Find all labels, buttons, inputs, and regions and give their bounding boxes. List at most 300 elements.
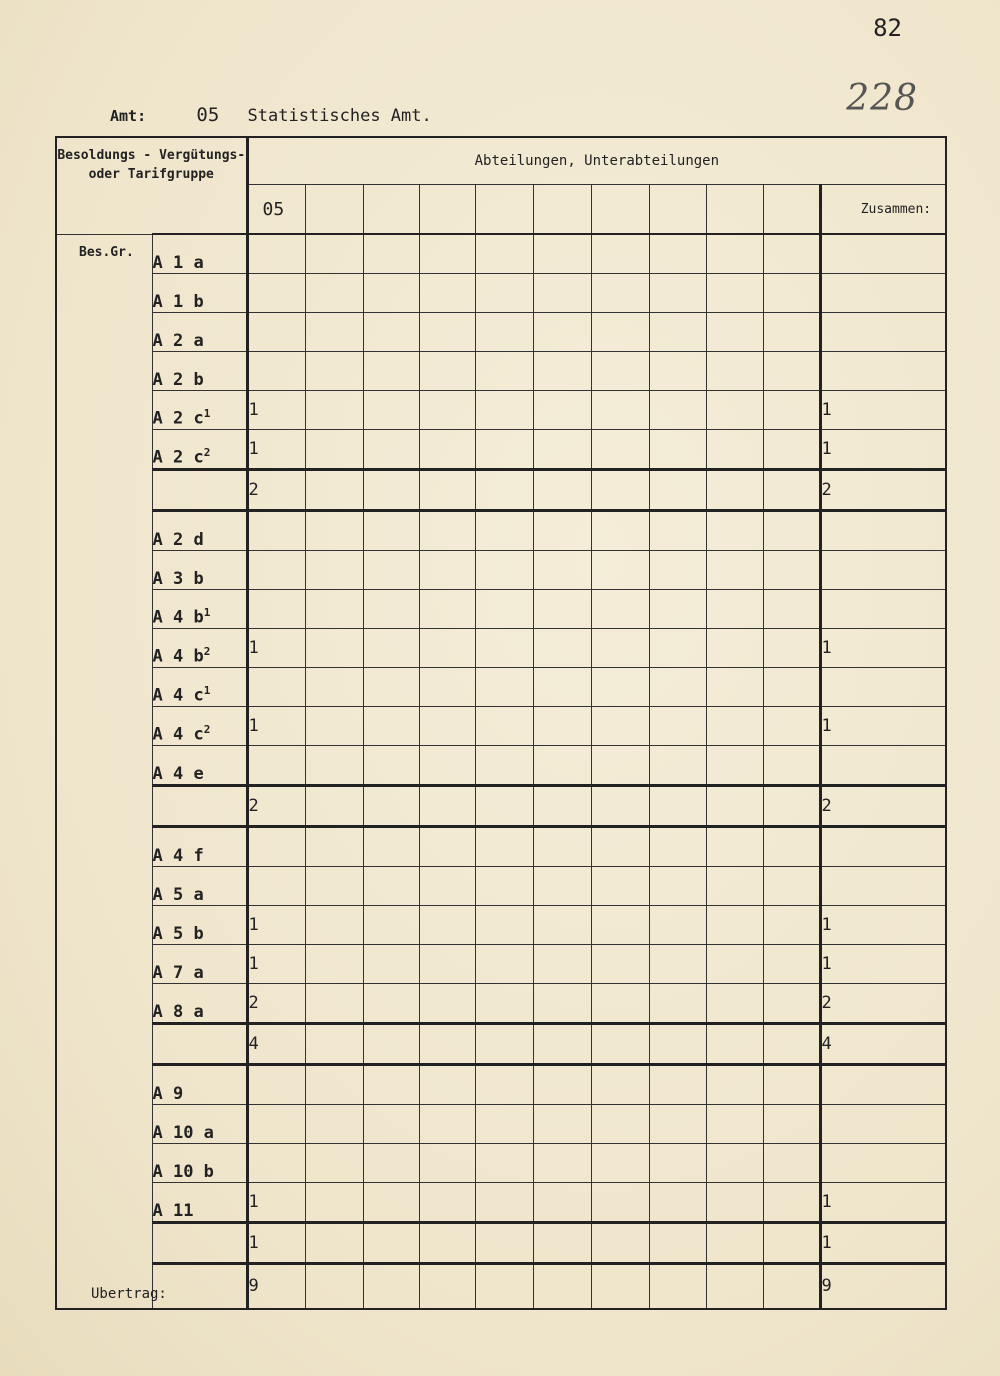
value-05 [247, 313, 305, 352]
value-05 [247, 234, 305, 274]
value-empty [363, 274, 419, 313]
value-empty [363, 827, 419, 867]
value-empty [706, 867, 763, 906]
row-prefix-cell [56, 470, 152, 511]
amt-label: Amt: [110, 107, 147, 125]
header-col-empty [649, 185, 706, 235]
value-empty [763, 867, 820, 906]
value-empty [305, 234, 363, 274]
value-total [820, 827, 946, 867]
value-empty [763, 1264, 820, 1309]
value-05: 9 [247, 1264, 305, 1309]
value-empty [706, 352, 763, 391]
value-empty [533, 313, 591, 352]
value-empty [706, 1183, 763, 1223]
table-row [56, 668, 946, 707]
group-label: A 2 d [152, 511, 247, 551]
value-05: 1 [247, 1223, 305, 1264]
value-empty [419, 786, 475, 827]
value-empty [763, 827, 820, 867]
header-left: Besoldungs - Vergütungs-oder Tarifgruppe [56, 137, 247, 234]
row-prefix-cell [56, 590, 152, 629]
value-empty [305, 1065, 363, 1105]
header-col-empty [419, 185, 475, 235]
value-empty [363, 786, 419, 827]
value-empty [649, 827, 706, 867]
value-05: 1 [247, 707, 305, 746]
table-row [56, 511, 946, 551]
value-empty [591, 1183, 649, 1223]
group-label: A 1 b [152, 274, 247, 313]
table-row [56, 827, 946, 867]
value-empty [706, 668, 763, 707]
value-empty [363, 470, 419, 511]
table-row [56, 906, 946, 945]
table-row [56, 707, 946, 746]
value-empty [763, 352, 820, 391]
value-05 [247, 551, 305, 590]
group-label: A 4 f [152, 827, 247, 867]
value-empty [706, 1264, 763, 1309]
value-empty [305, 707, 363, 746]
value-empty [475, 668, 533, 707]
value-05: 4 [247, 1024, 305, 1065]
group-label: A 2 $c^2$ [152, 430, 247, 470]
value-empty [305, 867, 363, 906]
row-prefix-cell [56, 511, 152, 551]
group-label: A 4 $c^1$ [152, 668, 247, 707]
row-prefix-cell [56, 1105, 152, 1144]
table-row [56, 352, 946, 391]
value-empty [591, 470, 649, 511]
value-total [820, 551, 946, 590]
row-prefix-cell [56, 234, 152, 274]
group-label: A 2 $c^1$ [152, 391, 247, 430]
value-empty [706, 470, 763, 511]
value-empty [419, 906, 475, 945]
value-empty [533, 391, 591, 430]
group-label: A 10 a [152, 1105, 247, 1144]
value-empty [763, 274, 820, 313]
row-prefix-cell [56, 1144, 152, 1183]
value-empty [419, 274, 475, 313]
value-empty [533, 1223, 591, 1264]
value-empty [763, 313, 820, 352]
value-empty [649, 1264, 706, 1309]
value-empty [591, 511, 649, 551]
value-05 [247, 1144, 305, 1183]
value-empty [363, 1223, 419, 1264]
value-empty [649, 470, 706, 511]
value-05: 1 [247, 1183, 305, 1223]
value-empty [591, 746, 649, 786]
value-empty [305, 629, 363, 668]
group-label [152, 1024, 247, 1065]
value-empty [706, 1223, 763, 1264]
header-col-empty [475, 185, 533, 235]
value-empty [419, 313, 475, 352]
value-05: 2 [247, 984, 305, 1024]
table-body [56, 234, 946, 1309]
value-total [820, 234, 946, 274]
value-empty [305, 1223, 363, 1264]
value-empty [305, 1105, 363, 1144]
value-empty [533, 551, 591, 590]
value-empty [706, 827, 763, 867]
value-empty [591, 1024, 649, 1065]
table-row [56, 1144, 946, 1183]
table-row [56, 234, 946, 274]
value-empty [533, 1105, 591, 1144]
value-empty [419, 1223, 475, 1264]
value-empty [649, 1024, 706, 1065]
value-05 [247, 867, 305, 906]
group-superscript: 2 [203, 446, 211, 460]
value-empty [419, 352, 475, 391]
value-empty [533, 945, 591, 984]
value-empty [363, 352, 419, 391]
value-empty [591, 786, 649, 827]
table-row [56, 551, 946, 590]
value-total: 2 [820, 470, 946, 511]
value-empty [591, 945, 649, 984]
header-col-empty [363, 185, 419, 235]
value-05 [247, 827, 305, 867]
value-empty [706, 984, 763, 1024]
value-empty [305, 906, 363, 945]
value-empty [363, 867, 419, 906]
value-total: 9 [820, 1264, 946, 1309]
value-empty [533, 430, 591, 470]
value-total [820, 352, 946, 391]
value-empty [533, 1024, 591, 1065]
table-row [56, 470, 946, 511]
value-empty [305, 945, 363, 984]
value-total [820, 590, 946, 629]
row-prefix-cell [56, 391, 152, 430]
value-empty [475, 1264, 533, 1309]
value-empty [649, 1144, 706, 1183]
row-prefix-cell [56, 352, 152, 391]
header-col-05: 05 [247, 185, 305, 235]
value-empty [305, 1183, 363, 1223]
value-empty [591, 1105, 649, 1144]
value-empty [649, 668, 706, 707]
value-empty [763, 234, 820, 274]
table-row [56, 313, 946, 352]
value-empty [763, 430, 820, 470]
value-empty [419, 629, 475, 668]
value-empty [649, 1183, 706, 1223]
amt-number: 05 [196, 104, 220, 126]
group-label: A 2 b [152, 352, 247, 391]
value-empty [533, 906, 591, 945]
group-label: A 5 a [152, 867, 247, 906]
value-empty [419, 668, 475, 707]
value-empty [475, 1183, 533, 1223]
value-empty [305, 352, 363, 391]
value-empty [763, 1223, 820, 1264]
value-empty [419, 590, 475, 629]
value-05: 1 [247, 629, 305, 668]
value-empty [763, 551, 820, 590]
value-empty [649, 906, 706, 945]
value-empty [763, 746, 820, 786]
value-empty [419, 1264, 475, 1309]
value-empty [763, 1024, 820, 1065]
value-05 [247, 1065, 305, 1105]
value-empty [706, 430, 763, 470]
table-row [56, 984, 946, 1024]
table-row [56, 1065, 946, 1105]
value-empty [763, 945, 820, 984]
value-empty [763, 668, 820, 707]
row-prefix-cell [56, 313, 152, 352]
value-empty [305, 668, 363, 707]
group-label: A 4 e [152, 746, 247, 786]
value-empty [363, 430, 419, 470]
value-empty [475, 786, 533, 827]
row-prefix-cell [56, 1223, 152, 1264]
row-prefix-cell [56, 786, 152, 827]
value-empty [363, 906, 419, 945]
value-total [820, 274, 946, 313]
group-label [152, 470, 247, 511]
value-empty [419, 746, 475, 786]
value-empty [649, 629, 706, 668]
header-col-empty [763, 185, 820, 235]
value-total [820, 1144, 946, 1183]
value-empty [591, 984, 649, 1024]
value-empty [363, 707, 419, 746]
value-empty [363, 551, 419, 590]
value-empty [475, 234, 533, 274]
value-empty [533, 629, 591, 668]
value-total [820, 867, 946, 906]
row-prefix-cell [56, 430, 152, 470]
group-label [152, 786, 247, 827]
value-empty [419, 470, 475, 511]
value-total [820, 746, 946, 786]
row-prefix-cell [56, 1183, 152, 1223]
value-empty [419, 867, 475, 906]
group-label: A 4 $b^2$ [152, 629, 247, 668]
value-empty [533, 827, 591, 867]
value-empty [706, 313, 763, 352]
row-prefix-cell [56, 906, 152, 945]
table-row [56, 629, 946, 668]
value-empty [649, 1105, 706, 1144]
value-total: 1 [820, 1223, 946, 1264]
value-empty [763, 786, 820, 827]
value-empty [763, 1144, 820, 1183]
value-05 [247, 590, 305, 629]
value-empty [533, 786, 591, 827]
value-empty [305, 470, 363, 511]
value-total: 1 [820, 629, 946, 668]
value-empty [649, 430, 706, 470]
value-empty [475, 551, 533, 590]
value-05: 1 [247, 430, 305, 470]
value-empty [419, 234, 475, 274]
value-empty [591, 313, 649, 352]
value-empty [591, 1264, 649, 1309]
value-total [820, 1065, 946, 1105]
value-empty [475, 1144, 533, 1183]
value-empty [533, 274, 591, 313]
group-label: A 5 b [152, 906, 247, 945]
value-empty [533, 1264, 591, 1309]
group-superscript: 2 [203, 645, 211, 659]
value-empty [763, 984, 820, 1024]
value-empty [591, 707, 649, 746]
table-row [56, 746, 946, 786]
value-empty [706, 234, 763, 274]
value-empty [475, 746, 533, 786]
value-empty [763, 590, 820, 629]
group-label: A 7 a [152, 945, 247, 984]
row-prefix-cell [56, 984, 152, 1024]
row-prefix-cell [56, 274, 152, 313]
value-empty [591, 1065, 649, 1105]
value-empty [649, 786, 706, 827]
value-empty [591, 590, 649, 629]
value-05 [247, 1105, 305, 1144]
value-empty [363, 1144, 419, 1183]
value-empty [475, 352, 533, 391]
group-label: A 1 a [152, 234, 247, 274]
group-label: A 3 b [152, 551, 247, 590]
row-prefix-cell [56, 867, 152, 906]
value-empty [475, 511, 533, 551]
staffing-table [55, 136, 947, 1310]
value-empty [363, 1183, 419, 1223]
value-05: 2 [247, 786, 305, 827]
value-total: 1 [820, 430, 946, 470]
value-empty [706, 590, 763, 629]
page-number: 82 [873, 14, 902, 42]
value-empty [305, 391, 363, 430]
value-empty [649, 391, 706, 430]
value-empty [763, 1065, 820, 1105]
group-superscript: 1 [203, 407, 211, 421]
value-empty [419, 827, 475, 867]
value-empty [649, 1223, 706, 1264]
group-label: A 10 b [152, 1144, 247, 1183]
group-label: A 4 $c^2$ [152, 707, 247, 746]
header-col-empty [591, 185, 649, 235]
value-empty [591, 274, 649, 313]
value-total: 2 [820, 786, 946, 827]
value-empty [363, 511, 419, 551]
value-empty [475, 629, 533, 668]
value-empty [363, 1024, 419, 1065]
value-total: 1 [820, 391, 946, 430]
group-superscript: 1 [203, 684, 211, 698]
group-label: A 8 a [152, 984, 247, 1024]
row-prefix-cell [56, 827, 152, 867]
group-label: A 11 [152, 1183, 247, 1223]
value-empty [649, 707, 706, 746]
row-prefix-cell [56, 1024, 152, 1065]
value-empty [763, 511, 820, 551]
value-empty [363, 1264, 419, 1309]
value-empty [305, 511, 363, 551]
value-empty [363, 313, 419, 352]
table-row [56, 1105, 946, 1144]
value-empty [533, 470, 591, 511]
value-empty [305, 590, 363, 629]
value-empty [706, 274, 763, 313]
value-empty [533, 746, 591, 786]
value-empty [419, 391, 475, 430]
value-empty [305, 984, 363, 1024]
value-empty [305, 1024, 363, 1065]
row-prefix-cell [56, 945, 152, 984]
value-empty [419, 1105, 475, 1144]
value-empty [649, 511, 706, 551]
table-row [56, 1223, 946, 1264]
value-05: 1 [247, 906, 305, 945]
value-empty [475, 827, 533, 867]
group-label [152, 1264, 247, 1309]
value-05 [247, 511, 305, 551]
handwritten-page-number: 228 [846, 78, 918, 119]
value-total: 1 [820, 945, 946, 984]
value-total: 1 [820, 707, 946, 746]
value-empty [763, 1183, 820, 1223]
value-empty [419, 1065, 475, 1105]
value-empty [533, 1183, 591, 1223]
value-empty [591, 867, 649, 906]
value-empty [419, 1183, 475, 1223]
group-superscript: 1 [203, 606, 211, 620]
value-empty [363, 945, 419, 984]
group-label: A 4 $b^1$ [152, 590, 247, 629]
value-empty [591, 668, 649, 707]
footer-label: Ubertrag: [56, 1264, 152, 1309]
value-empty [533, 1144, 591, 1183]
header-col-empty [706, 185, 763, 235]
value-empty [363, 1065, 419, 1105]
value-empty [305, 786, 363, 827]
value-empty [649, 352, 706, 391]
group-label: A 2 a [152, 313, 247, 352]
value-empty [363, 668, 419, 707]
value-empty [706, 629, 763, 668]
value-total: 4 [820, 1024, 946, 1065]
value-empty [763, 707, 820, 746]
value-empty [363, 984, 419, 1024]
value-total [820, 511, 946, 551]
value-empty [305, 313, 363, 352]
table-row [56, 1183, 946, 1223]
row-prefix-cell [56, 629, 152, 668]
value-empty [706, 1065, 763, 1105]
table-row [56, 430, 946, 470]
value-empty [475, 707, 533, 746]
value-empty [533, 984, 591, 1024]
value-empty [363, 234, 419, 274]
value-empty [706, 1105, 763, 1144]
row-prefix-cell [56, 1065, 152, 1105]
value-empty [649, 945, 706, 984]
value-total: 2 [820, 984, 946, 1024]
value-empty [475, 1105, 533, 1144]
row-prefix-cell [56, 707, 152, 746]
value-05: 1 [247, 945, 305, 984]
value-empty [649, 274, 706, 313]
